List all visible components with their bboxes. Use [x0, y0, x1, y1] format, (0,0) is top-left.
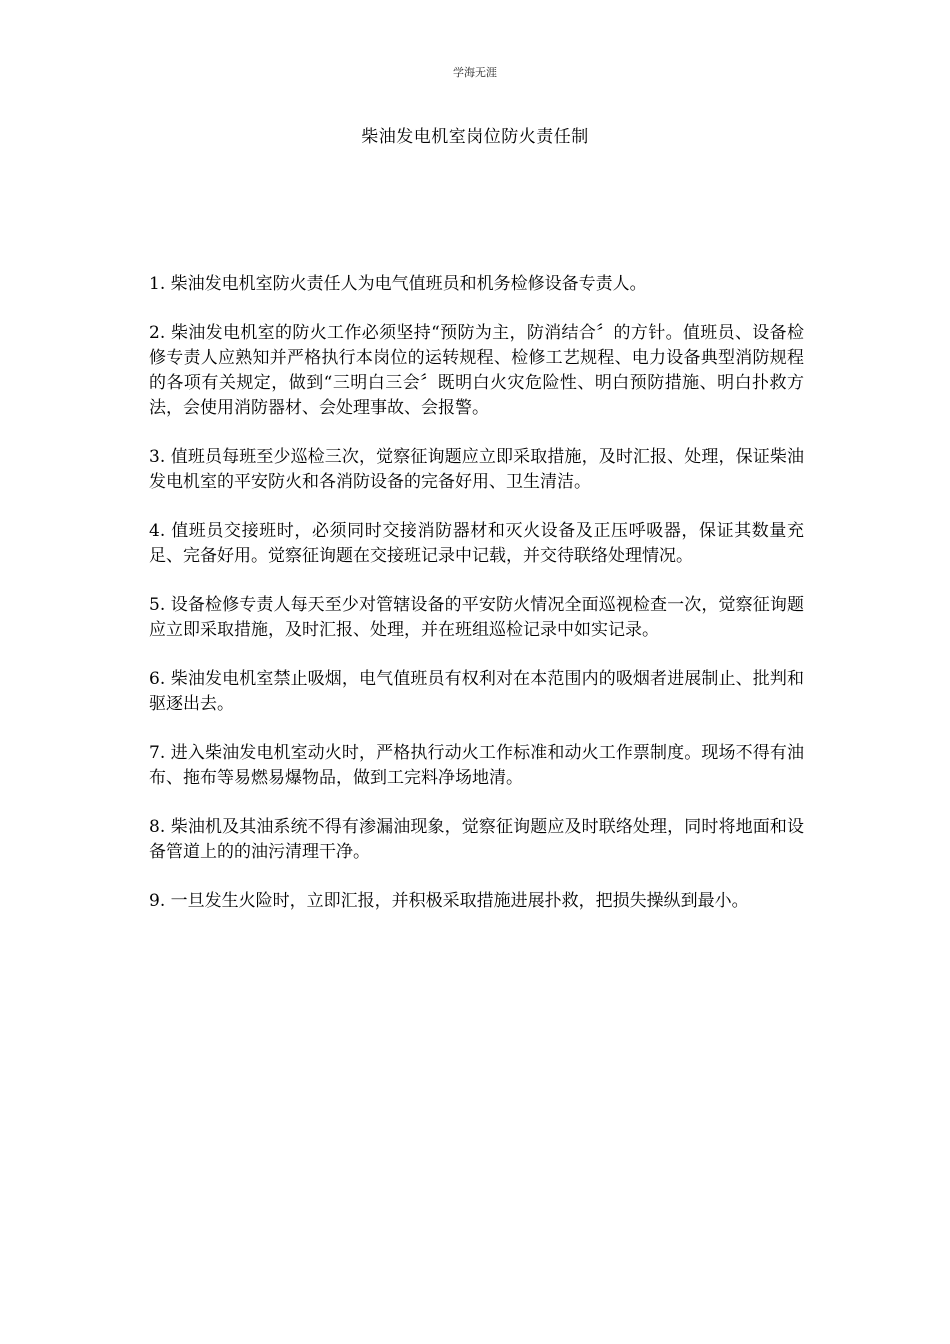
document-title: 柴油发电机室岗位防火责任制 — [361, 127, 589, 147]
document-body — [149, 272, 804, 938]
list-item-8: 8. 柴油机及其油系统不得有渗漏油现象，觉察征询题应及时联络处理，同时将地面和设备管道上的的油污清理干净。 — [149, 817, 804, 862]
list-item-3: 3. 值班员每班至少巡检三次，觉察征询题应立即采取措施，及时汇报、处理，保证柴油发电机室的平安防火和各消防设备的完备好用、卫生清洁。 — [149, 447, 804, 492]
list-item-1: 1. 柴油发电机室防火责任人为电气值班员和机务检修设备专责人。 — [149, 274, 647, 294]
list-item-2: 2. 柴油发电机室的防火工作必须坚持“预防为主，防消结合〞的方针。值班员、设备检修专责人应熟知并严格执行本岗位的运转规程、检修工艺规程、电力设备典型消防规程的各项有关规定，做到“三明白三会〞既明白火灾危险性、明白预防措施、明白扑救方法，会使用消防器材、会处理事故、会报警。 — [149, 323, 804, 418]
list-item-9: 9. 一旦发生火险时，立即汇报，并积极采取措施进展扑救，把损失操纵到最小。 — [149, 891, 749, 911]
list-item-6: 6. 柴油发电机室禁止吸烟，电气值班员有权利对在本范围内的吸烟者进展制止、批判和驱逐出去。 — [149, 669, 804, 714]
list-item-5: 5. 设备检修专责人每天至少对管辖设备的平安防火情况全面巡视检查一次，觉察征询题应立即采取措施，及时汇报、处理，并在班组巡检记录中如实记录。 — [149, 595, 804, 640]
page-header: 学海无涯 — [453, 66, 497, 79]
list-item-4: 4. 值班员交接班时，必须同时交接消防器材和灭火设备及正压呼吸器，保证其数量充足、完备好用。觉察征询题在交接班记录中记载，并交待联络处理情况。 — [149, 521, 804, 566]
list-item-7: 7. 进入柴油发电机室动火时，严格执行动火工作标准和动火工作票制度。现场不得有油布、拖布等易燃易爆物品，做到工完料净场地清。 — [149, 743, 804, 788]
